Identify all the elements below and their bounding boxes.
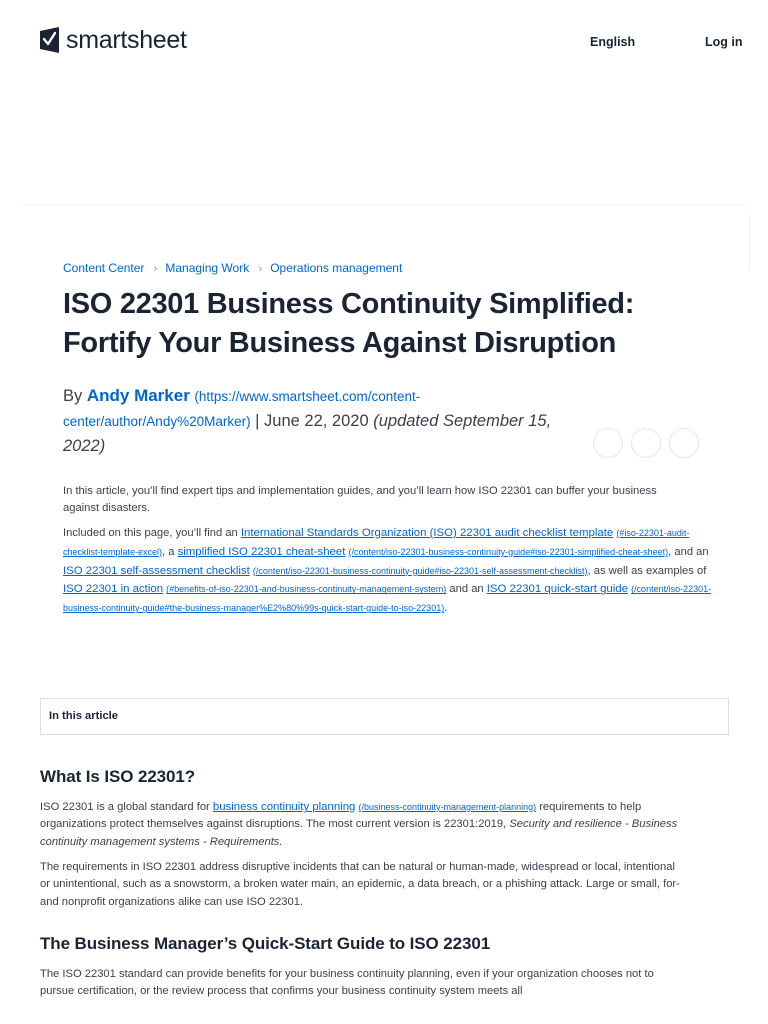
included-paragraph <box>63 524 713 618</box>
smartsheet-logo[interactable] <box>40 26 187 54</box>
table-of-contents[interactable] <box>40 698 729 735</box>
publish-date: | June 22, 2020 <box>250 412 374 430</box>
page-title: ISO 22301 Business Continuity Simplified: Fortify Your Business Against Disruption <box>63 288 635 359</box>
bcp-url[interactable]: (/business-continuity-management-planning) <box>358 802 537 812</box>
audit-checklist-link[interactable]: International Standards Organization (ISO) 22301 audit checklist template <box>240 527 614 539</box>
chevron-right-icon: › <box>153 261 158 275</box>
byline-prefix: By <box>63 387 87 405</box>
smartsheet-logo-icon <box>40 27 59 53</box>
share-button[interactable] <box>593 428 623 458</box>
included-text: , and an <box>668 545 709 558</box>
author-link[interactable]: Andy Marker <box>86 386 190 405</box>
breadcrumb <box>63 261 402 275</box>
section-heading: What Is ISO 22301? <box>40 767 196 786</box>
included-text: , as well as examples of <box>587 564 707 577</box>
section-paragraph <box>40 799 680 851</box>
login-link[interactable]: Log in <box>705 35 743 49</box>
side-panel-edge <box>749 214 755 270</box>
share-button[interactable] <box>669 428 699 458</box>
paragraph-text: requirements to help organizations protect themselves against disruptions. The most current version is 22301:2019, <box>40 801 642 831</box>
paragraph-text: ISO 22301 is a global standard for <box>40 801 213 813</box>
section-heading: The Business Manager’s Quick-Start Guide to ISO 22301 <box>40 934 491 953</box>
cheat-sheet-link[interactable]: simplified ISO 22301 cheat-sheet <box>177 545 346 558</box>
brand-name: smartsheet <box>66 26 187 54</box>
section-paragraph: The requirements in ISO 22301 address disruptive incidents that can be natural or human-made, widespread or local, intentional or unintentional, such as a snowstorm, a broken water main, an epidemic, a data breach, or a phishing attack. Large or small, for- and nonprofit organizations alike can use ISO 22301. <box>40 861 680 908</box>
included-text: , a <box>162 545 178 558</box>
included-text: and an <box>446 583 487 596</box>
included-text: Included on this page, you’ll find an <box>63 527 241 539</box>
iso-in-action-url[interactable]: (#benefits-of-iso-22301-and-business-continuity-management-system) <box>166 584 447 595</box>
breadcrumb-content-center[interactable]: Content Center <box>63 261 145 275</box>
byline <box>63 384 583 458</box>
quick-start-link[interactable]: ISO 22301 quick-start guide <box>486 583 628 596</box>
header-divider <box>22 204 746 207</box>
chevron-right-icon: › <box>258 261 263 275</box>
toc-label: In this article <box>49 710 119 722</box>
cheat-sheet-url[interactable]: (/content/iso-22301-business-continuity-guide#iso-22301-simplified-cheat-sheet) <box>348 546 669 557</box>
updated-date: (updated September 15, 2022) <box>63 412 552 455</box>
bcp-link[interactable]: business continuity planning <box>212 801 356 813</box>
author-url[interactable]: (https://www.smartsheet.com/content-center/author/Andy%20Marker) <box>63 389 421 429</box>
iso-in-action-link[interactable]: ISO 22301 in action <box>63 583 164 596</box>
section-paragraph: The ISO 22301 standard can provide benefits for your business continuity planning, even if your organization chooses not to pursue certification, or the review process that confirms your business continuity system meets all <box>40 968 654 998</box>
included-text: . <box>444 602 448 615</box>
language-selector[interactable]: English <box>590 35 636 49</box>
breadcrumb-operations-management[interactable]: Operations management <box>270 261 403 275</box>
standard-name: Security and resilience - Business continuity management systems - Requirements. <box>40 818 678 848</box>
self-assessment-url[interactable]: (/content/iso-22301-business-continuity-guide#iso-22301-self-assessment-checklist) <box>252 565 588 576</box>
top-navigation <box>0 0 768 84</box>
breadcrumb-managing-work[interactable]: Managing Work <box>165 261 250 275</box>
share-button[interactable] <box>631 428 661 458</box>
self-assessment-link[interactable]: ISO 22301 self-assessment checklist <box>63 564 250 577</box>
audit-checklist-url[interactable]: (#iso-22301-audit-checklist-template-excel) <box>63 528 690 557</box>
intro-paragraph: In this article, you’ll find expert tips and implementation guides, and you’ll learn how ISO 22301 can buffer your business against disasters. <box>63 485 657 514</box>
quick-start-url[interactable]: (/content/iso-22301-business-continuity-guide#the-business-manager%E2%80%99s-quick-start-guide-to-iso-22301) <box>63 584 712 614</box>
